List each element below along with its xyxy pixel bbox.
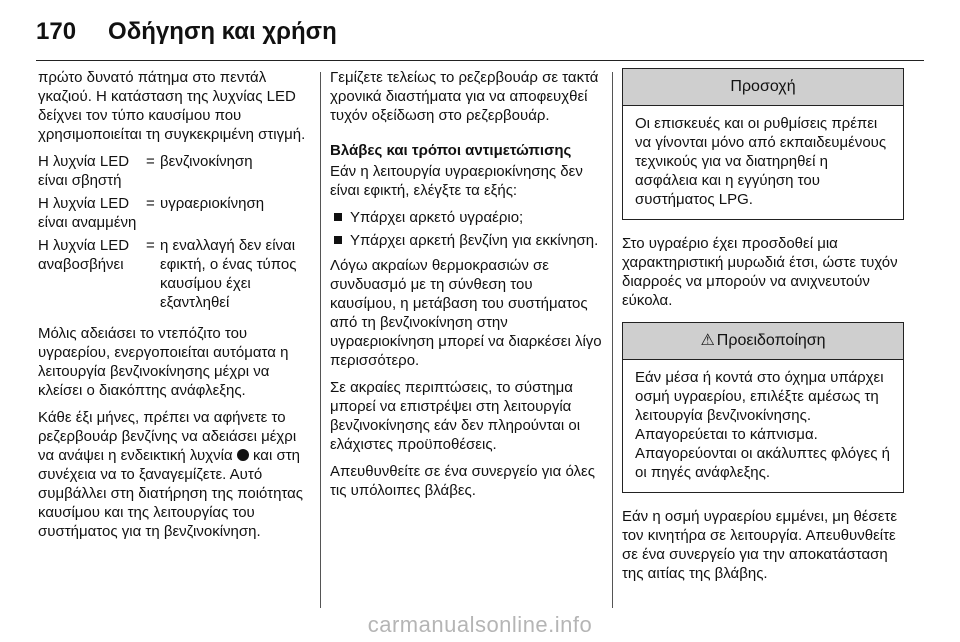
paragraph-persistent-odor: Εάν η οσμή υγραερίου εμμένει, μη θέσετε τον κινητήρα σε λειτουργία. Απευθυνθείτε σε ένα συνεργείο για την αποκατάσταση της αιτίας της βλάβης. (622, 508, 898, 582)
intro-paragraph: πρώτο δυνατό πάτημα στο πεντάλ γκαζιού. Η κατάσταση της λυχνίας LED δείχνει τον τύπο καυσίμου που χρησιμοποιείται τη συγκεκριμένη στιγμή. (38, 69, 306, 143)
table-cell-meaning: υγραεριοκίνηση (160, 195, 265, 212)
paragraph-check: Εάν η λειτουργία υγραεριοκίνησης δεν είναι εφικτή, ελέγξτε τα εξής: (330, 163, 583, 199)
fuel-indicator-icon (237, 449, 249, 461)
table-row (38, 152, 310, 190)
check-list (330, 208, 602, 250)
caution-title: Προσοχή (623, 69, 903, 106)
list-item (330, 208, 602, 227)
bullet-square-icon (334, 236, 342, 244)
page-header (36, 18, 337, 58)
list-item (330, 231, 602, 250)
led-status-table (38, 152, 310, 312)
warning-header (623, 323, 903, 360)
caution-text: Οι επισκευές και οι ρυθμίσεις πρέπει να γίνονται μόνο από εκπαιδευμένους τεχνικούς για να διατηρηθεί η ασφάλεια και η εγγύηση του συστήματος LPG. (635, 115, 887, 208)
table-cell-equals: = (146, 195, 155, 212)
warning-text: Εάν μέσα ή κοντά στο όχημα υπάρχει οσμή υγραερίου, επιλέξτε αμέσως τη λειτουργία βενζινοκίνησης. Απαγορεύεται το κάπνισμα. Απαγορεύονται οι ακάλυπτες φλόγες ή οι πηγές ανάφλεξης. (635, 369, 890, 481)
column-1 (38, 68, 310, 549)
caution-box (622, 68, 904, 220)
warning-box (622, 322, 904, 493)
table-cell-condition: Η λυχνία LED είναι σβηστή (38, 153, 130, 189)
paragraph-temperature: Λόγω ακραίων θερμοκρασιών σε συνδυασμό με τη σύνθεση του καυσίμου, η μετάβαση του συστήματος από τη βενζινοκίνηση στην υγραεριοκίνηση μπορεί να διαρκέσει λίγο περισσότερο. (330, 257, 602, 369)
list-item-text: Υπάρχει αρκετή βενζίνη για εκκίνηση. (350, 232, 599, 249)
troubleshooting-heading: Βλάβες και τρόποι αντιμετώπισης (330, 142, 572, 159)
column-2 (330, 68, 602, 508)
column-divider-2 (612, 72, 613, 608)
table-row (38, 194, 310, 232)
paragraph-other-faults: Απευθυνθείτε σε ένα συνεργείο για όλες τις υπόλοιπες βλάβες. (330, 463, 595, 499)
table-cell-meaning: η εναλλαγή δεν είναι εφικτή, ο ένας τύπος καυσίμου έχει εξαντληθεί (160, 237, 297, 311)
table-cell-equals: = (146, 153, 155, 170)
warning-title: Προειδοποίηση (716, 332, 826, 349)
table-cell-condition: Η λυχνία LED αναβοσβήνει (38, 237, 130, 273)
bullet-square-icon (334, 213, 342, 221)
paragraph-six-months-start: Κάθε έξι μήνες, πρέπει να αφήνετε το ρεζερβουάρ βενζίνης να αδειάσει μέχρι να ανάψει η ενδεικτική λυχνία (38, 409, 297, 464)
warning-triangle-icon: ⚠ (700, 332, 715, 349)
paragraph-six-months (38, 408, 310, 541)
table-row (38, 236, 310, 312)
paragraph-auto-switch: Μόλις αδειάσει το ντεπόζιτο του υγραερίου, ενεργοποιείται αυτόματα η λειτουργία βενζινοκίνησης μέχρι να κλείσει ο διακόπτης ανάφλεξης. (38, 325, 289, 399)
paragraph-refill: Γεμίζετε τελείως το ρεζερβουάρ σε τακτά χρονικά διαστήματα για να αποφευχθεί τυχόν οξείδωση στο ρεζερβουάρ. (330, 69, 599, 124)
page-number: 170 (36, 18, 77, 45)
page-title: Οδήγηση και χρήση (108, 18, 337, 45)
paragraph-extreme-cases: Σε ακραίες περιπτώσεις, το σύστημα μπορεί να επιστρέψει στη λειτουργία βενζινοκίνησης εάν δεν πληρούνται οι ελάχιστες προϋποθέσεις. (330, 379, 581, 453)
table-cell-equals: = (146, 237, 155, 254)
table-cell-meaning: βενζινοκίνηση (160, 153, 253, 170)
header-divider (36, 60, 924, 61)
column-divider-1 (320, 72, 321, 608)
paragraph-odor: Στο υγραέριο έχει προσδοθεί μια χαρακτηριστική μυρωδιά έτσι, ώστε τυχόν διαρροές να μπορούν να ανιχνευτούν εύκολα. (622, 235, 898, 309)
table-cell-condition: Η λυχνία LED είναι αναμμένη (38, 195, 137, 231)
watermark: carmanualsonline.info (367, 612, 593, 637)
column-3 (622, 68, 904, 591)
list-item-text: Υπάρχει αρκετό υγραέριο; (350, 209, 524, 226)
paragraph-six-months-end: και στη συνέχεια να το ξαναγεμίζετε. Αυτό συμβάλλει στη διατήρηση της ποιότητας καυσίμου και της λειτουργίας του συστήματος για τη βενζινοκίνηση. (38, 447, 304, 540)
